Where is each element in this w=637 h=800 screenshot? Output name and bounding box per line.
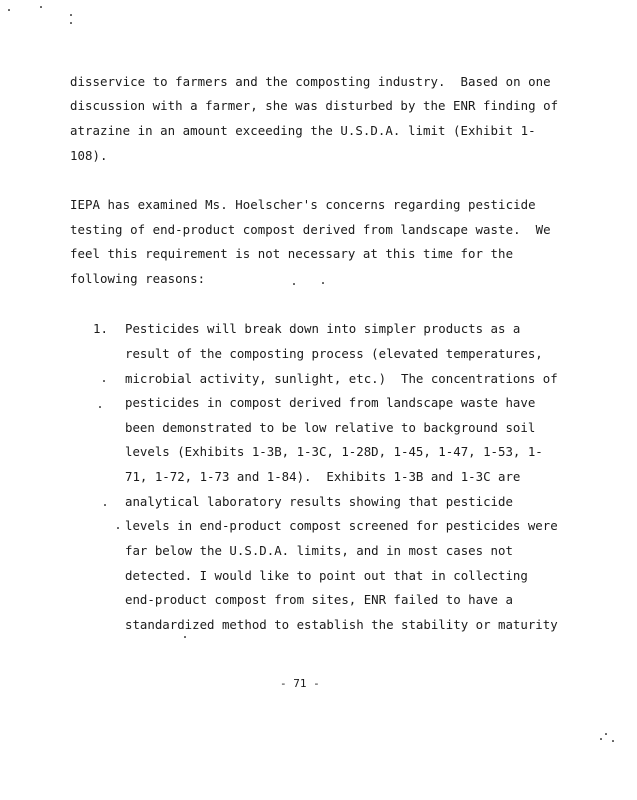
paragraph-2-line-2: testing of end-product compost derived from landscape waste. We — [70, 222, 551, 237]
list-item-line-6: levels (Exhibits 1-3B, 1-3C, 1-28D, 1-45, 1-47, 1-53, 1- — [125, 444, 543, 459]
scan-speck — [184, 636, 186, 638]
scan-speck — [99, 406, 101, 408]
scan-speck — [40, 6, 42, 8]
scan-speck — [70, 14, 72, 16]
paragraph-2-line-3: feel this requirement is not necessary at this time for the — [70, 246, 514, 261]
paragraph-1-line-2: discussion with a farmer, she was disturbed by the ENR finding of — [70, 98, 559, 113]
list-item-line-4: pesticides in compost derived from landscape waste have — [125, 395, 536, 410]
scan-speck — [104, 504, 106, 506]
scan-speck — [612, 740, 614, 742]
list-item-line-1: Pesticides will break down into simpler products as a — [125, 321, 521, 336]
list-item-line-5: been demonstrated to be low relative to background soil — [125, 420, 536, 435]
list-item-line-12: end-product compost from sites, ENR failed to have a — [125, 592, 513, 607]
paragraph-1-line-4: 108). — [70, 148, 108, 163]
scan-speck — [103, 380, 105, 382]
scan-speck — [117, 527, 119, 529]
list-item-line-7: 71, 1-72, 1-73 and 1-84). Exhibits 1-3B and 1-3C are — [125, 469, 521, 484]
list-item-line-10: far below the U.S.D.A. limits, and in most cases not — [125, 543, 513, 558]
scan-speck — [70, 22, 72, 24]
list-item-line-13: standardized method to establish the stability or maturity — [125, 617, 558, 632]
list-item-line-11: detected. I would like to point out that in collecting — [125, 568, 528, 583]
scan-speck — [322, 282, 324, 284]
scan-speck — [605, 733, 607, 735]
paragraph-2-line-4: following reasons: — [70, 271, 206, 286]
list-item-line-2: result of the composting process (elevated temperatures, — [125, 346, 543, 361]
list-item-line-9: levels in end-product compost screened for pesticides were — [125, 518, 558, 533]
paragraph-2-line-1: IEPA has examined Ms. Hoelscher's concerns regarding pesticide — [70, 197, 536, 212]
page-number: - 71 - — [280, 677, 320, 690]
list-item-line-3: microbial activity, sunlight, etc.) The concentrations of — [125, 371, 558, 386]
paragraph-1-line-1: disservice to farmers and the composting industry. Based on one — [70, 74, 551, 89]
scan-speck — [600, 738, 602, 740]
paragraph-1-line-3: atrazine in an amount exceeding the U.S.D.A. limit (Exhibit 1- — [70, 123, 536, 138]
list-item-number: 1. — [93, 321, 108, 336]
scan-speck — [8, 9, 10, 11]
list-item-line-8: analytical laboratory results showing that pesticide — [125, 494, 513, 509]
scan-speck — [293, 283, 295, 285]
